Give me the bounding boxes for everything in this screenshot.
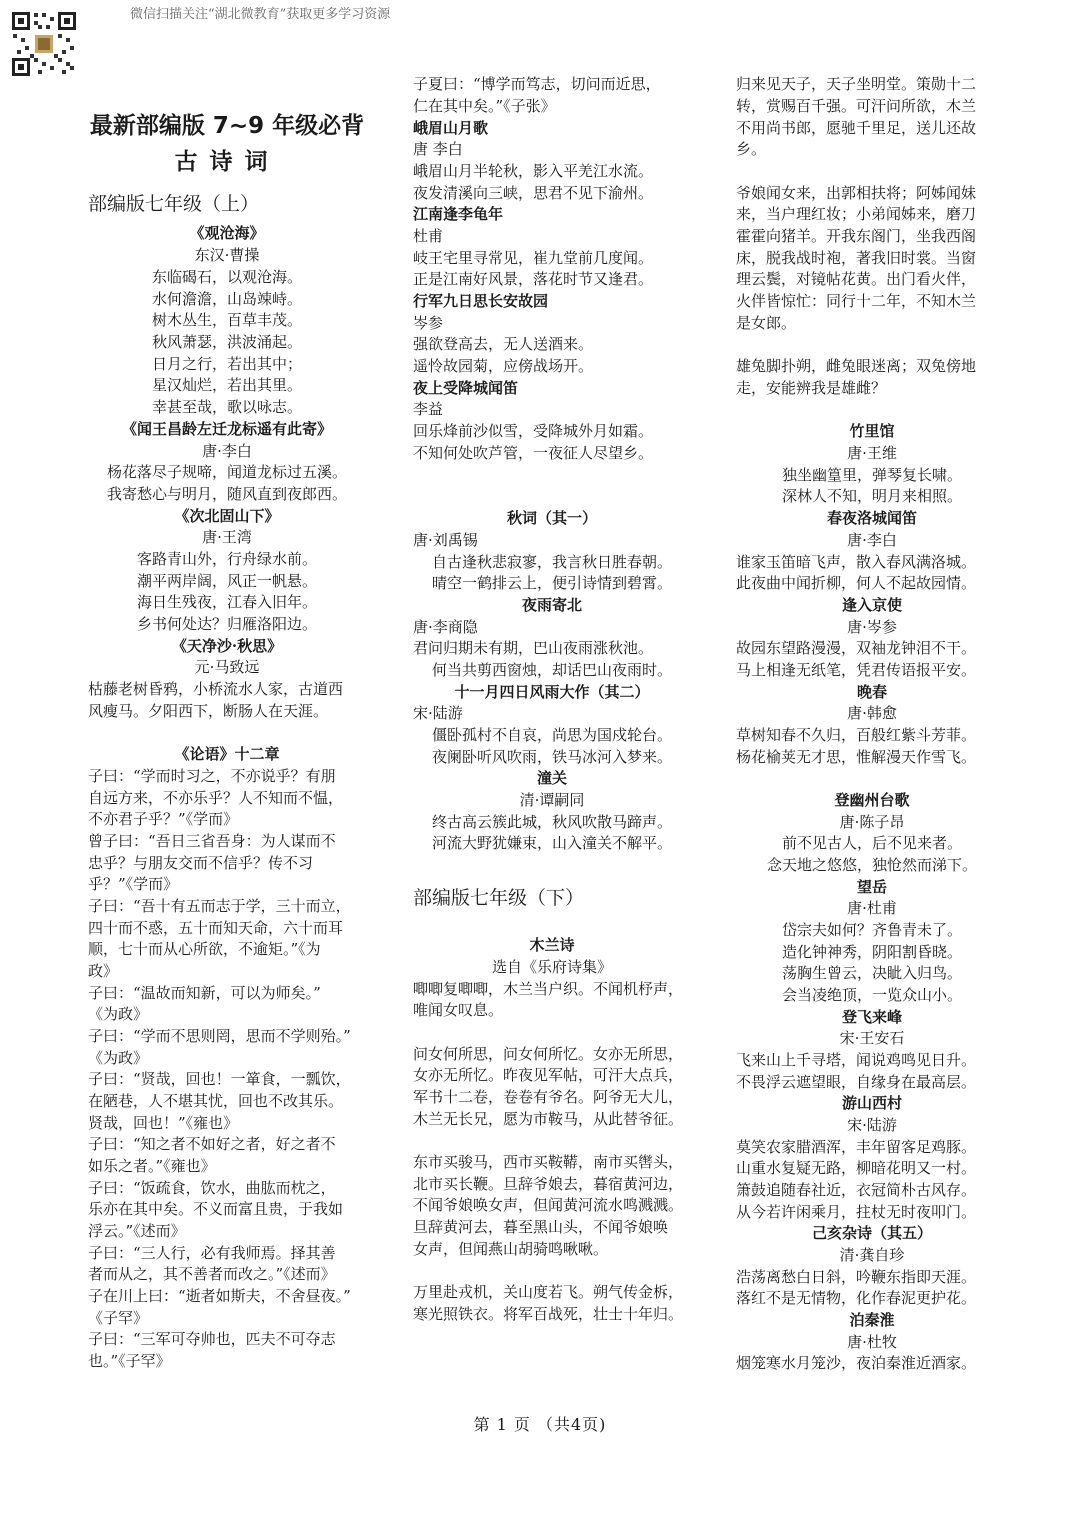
text-line: 浩荡离愁白日斜，吟鞭东指即天涯。 — [736, 1268, 977, 1286]
text-line: 杨花落尽子规啼，闻道龙标过五溪。 — [106, 463, 347, 481]
text-line: 烟笼寒水月笼沙，夜泊秦淮近酒家。 — [736, 1354, 977, 1372]
text-line: 不知何处吹芦管，一夜征人尽望乡。 — [413, 444, 654, 462]
text-line: 选自《乐府诗集》 — [491, 958, 612, 976]
text-line: 强欲登高去，无人送酒来。 — [413, 335, 594, 353]
text-line: 莫笑农家腊酒浑，丰年留客足鸡豚。 — [736, 1138, 977, 1156]
text-line: 岱宗夫如何？齐鲁青未了。 — [781, 921, 962, 939]
text-line: 夜阑卧听风吹雨，铁马冰河入梦来。 — [431, 748, 672, 766]
text-line: 雄兔脚扑朔，雌兔眼迷离；双兔傍地 — [736, 357, 977, 375]
text-line: 秋词（其一） — [506, 509, 597, 527]
text-line: 峨眉山月半轮秋，影入平羌江水流。 — [413, 162, 654, 180]
text-line: 贤哉，回也！”《雍也》 — [88, 1114, 239, 1132]
document-title: 最新部编版 7~9 年级必背 — [89, 113, 365, 139]
header-note: 微信扫描关注“湖北微教育”获取更多学习资源 — [130, 7, 391, 22]
text-line: 潮平两岸阔，风正一帆悬。 — [136, 572, 317, 590]
text-line: 唐·刘禹锡 — [413, 531, 478, 549]
section-heading-grade7-up: 部编版七年级（上） — [88, 193, 260, 215]
text-line: 江南逢李龟年 — [413, 205, 504, 223]
text-line: 转，赏赐百千强。可汗问所欲，木兰 — [736, 97, 977, 115]
text-line: 造化钟神秀，阴阳割昏晓。 — [781, 943, 962, 961]
text-line: 唐·王湾 — [202, 528, 252, 546]
text-line: 宋·陆游 — [847, 1116, 897, 1134]
text-line: 深林人不知，明月来相照。 — [781, 487, 962, 505]
text-line: 君问归期未有期，巴山夜雨涨秋池。 — [413, 639, 654, 657]
text-line: 归来见天子，天子坐明堂。策勋十二 — [736, 75, 977, 93]
text-line: 海日生残夜，江春入旧年。 — [136, 593, 317, 611]
text-line: 潼关 — [536, 769, 567, 787]
text-line: 宋·王安石 — [839, 1029, 905, 1047]
text-line: 行军九日思长安故园 — [413, 292, 549, 310]
text-line: 火伴皆惊忙：同行十二年，不知木兰 — [736, 292, 977, 310]
text-line: 何当共剪西窗烛，却话巴山夜雨时。 — [431, 661, 672, 679]
text-line: 李益 — [413, 400, 444, 418]
text-line: 东临碣石，以观沧海。 — [151, 268, 302, 286]
text-line: 杨花榆荚无才思，惟解漫天作雪飞。 — [736, 748, 977, 766]
text-line: 者而从之，其不善者而改之。”《述而》 — [88, 1265, 336, 1283]
text-line: 十一月四日风雨大作（其二） — [454, 683, 650, 701]
text-line: 己亥杂诗（其五） — [811, 1224, 932, 1242]
text-line: 唐·杜甫 — [847, 899, 897, 917]
text-line: 岐王宅里寻常见，崔九堂前几度闻。 — [413, 249, 654, 267]
text-line: 峨眉山月歌 — [413, 119, 489, 137]
text-line: 荡胸生曾云，决眦入归鸟。 — [781, 964, 962, 982]
text-line: 山重水复疑无路，柳暗花明又一村。 — [736, 1159, 977, 1177]
text-line: 床，脱我战时袍，著我旧时裳。当窗 — [736, 249, 977, 267]
text-line: 乎？”《学而》 — [88, 875, 179, 893]
text-line: 落红不是无情物，化作春泥更护花。 — [736, 1289, 977, 1307]
text-line: 唐·岑参 — [847, 618, 897, 636]
text-line: 仁在其中矣。”《子张》 — [413, 97, 556, 115]
text-line: 子曰：“贤哉，回也！一箪食，一瓢饮， — [88, 1070, 351, 1088]
text-line: 唐·李白 — [202, 442, 252, 460]
text-line: 枯藤老树昏鸦，小桥流水人家，古道西 — [88, 680, 344, 698]
text-line: 万里赴戎机，关山度若飞。朔气传金柝， — [413, 1283, 684, 1301]
text-line: 清·谭嗣同 — [519, 791, 585, 809]
text-line: 《观沧海》 — [189, 224, 265, 242]
text-line: 《为政》 — [88, 1005, 149, 1023]
text-line: 草树知春不久归，百般红紫斗芳菲。 — [736, 726, 977, 744]
text-line: 四十而不惑，五十而知天命，六十而耳 — [88, 919, 344, 937]
text-line: 理云鬓，对镜帖花黄。出门看火伴， — [736, 270, 977, 288]
text-line: 谁家玉笛暗飞声，散入春风满洛城。 — [736, 553, 977, 571]
text-line: 杜甫 — [413, 227, 444, 245]
text-line: 浮云。”《述而》 — [88, 1222, 186, 1240]
text-line: 泊秦淮 — [849, 1311, 895, 1329]
text-line: 清·龚自珍 — [839, 1246, 905, 1264]
text-line: 曾子曰：“吾日三省吾身：为人谋而不 — [88, 832, 336, 850]
text-line: 不用尚书郎，愿驰千里足，送儿还故 — [736, 119, 977, 137]
qr-code-image — [11, 11, 77, 77]
text-line: 箫鼓追随春社近，衣冠简朴古风存。 — [736, 1181, 977, 1199]
text-line: 此夜曲中闻折柳，何人不起故园情。 — [736, 574, 977, 592]
text-line: 木兰诗 — [529, 936, 575, 954]
text-line: 东汉·曹操 — [194, 246, 260, 264]
text-line: 子曰：“吾十有五而志于学，三十而立， — [88, 897, 351, 915]
text-line: 星汉灿烂，若出其里。 — [151, 376, 302, 394]
text-line: 我寄愁心与明月，随风直到夜郎西。 — [106, 485, 347, 503]
text-line: 终古高云簇此城，秋风吹散马蹄声。 — [431, 813, 672, 831]
text-line: 子曰：“知之者不如好之者，好之者不 — [88, 1135, 336, 1153]
text-line: 《论语》十二章 — [174, 745, 280, 763]
text-line: 乡。 — [736, 140, 767, 158]
text-line: 政》 — [88, 962, 119, 980]
text-line: 走，安能辨我是雄雌？ — [736, 379, 887, 397]
text-line: 在陋巷，人不堪其忧，回也不改其乐。 — [88, 1092, 344, 1110]
text-line: 遥怜故园菊，应傍战场开。 — [413, 357, 594, 375]
text-line: 登飞来峰 — [841, 1008, 902, 1026]
text-line: 会当凌绝顶，一览众山小。 — [781, 986, 962, 1004]
text-line: 子曰：“学而不思则罔，思而不学则殆。” — [88, 1027, 351, 1045]
text-line: 如乐之者。”《雍也》 — [88, 1157, 216, 1175]
text-line: 马上相逢无纸笔，凭君传语报平安。 — [736, 661, 977, 679]
text-line: 飞来山上千寻塔，闻说鸡鸣见日升。 — [736, 1051, 977, 1069]
text-line: 唐·韩愈 — [847, 704, 897, 722]
text-line: 夜发清溪向三峡，思君不见下渝州。 — [413, 184, 654, 202]
text-line: 来，当户理红妆；小弟闻姊来，磨刀 — [736, 205, 977, 223]
text-line: 岑参 — [413, 314, 444, 332]
text-line: 问女何所思，问女何所忆。女亦无所思， — [413, 1045, 684, 1063]
text-line: 树木丛生，百草丰茂。 — [151, 311, 302, 329]
text-line: 夜上受降城闻笛 — [413, 379, 519, 397]
text-line: 唐·李白 — [847, 531, 897, 549]
text-line: 乡书何处达？归雁洛阳边。 — [136, 615, 317, 633]
text-line: 木兰无长兄，愿为市鞍马，从此替爷征。 — [413, 1110, 684, 1128]
text-line: 子曰：“饭疏食，饮水，曲肱而枕之， — [88, 1179, 336, 1197]
text-line: 《子罕》 — [88, 1309, 149, 1327]
document-subtitle: 古诗词 — [174, 149, 280, 175]
text-line: 幸甚至哉，歌以咏志。 — [151, 398, 302, 416]
text-line: 《次北固山下》 — [174, 507, 280, 525]
text-line: 《天净沙·秋思》 — [171, 637, 283, 655]
text-line: 僵卧孤村不自哀，尚思为国戍轮台。 — [431, 726, 672, 744]
text-line: 是女郎。 — [736, 314, 797, 332]
text-line: 唐·杜牧 — [847, 1333, 897, 1351]
text-line: 宋·陆游 — [413, 704, 463, 722]
text-line: 不亦君子乎？”《学而》 — [88, 810, 239, 828]
text-line: 子曰：“三军可夺帅也，匹夫不可夺志 — [88, 1330, 336, 1348]
text-line: 爷娘闻女来，出郭相扶将；阿姊闻妹 — [736, 184, 977, 202]
text-line: 晚春 — [856, 683, 887, 701]
text-line: 自古逢秋悲寂寥，我言秋日胜春朝。 — [431, 553, 672, 571]
text-line: 望岳 — [856, 878, 887, 896]
text-line: 北市买长鞭。旦辞爷娘去，暮宿黄河边， — [413, 1175, 684, 1193]
text-line: 也。”《子罕》 — [88, 1352, 171, 1370]
text-line: 子曰：“学而时习之，不亦说乎？有朋 — [88, 767, 336, 785]
text-line: 子在川上曰：“逝者如斯夫，不舍昼夜。” — [88, 1287, 351, 1305]
page-footer: 第 1 页 （共4页) — [473, 1415, 607, 1434]
text-line: 登幽州台歌 — [834, 791, 910, 809]
text-line: 游山西村 — [841, 1094, 902, 1112]
text-line: 《闻王昌龄左迁龙标遥有此寄》 — [121, 420, 332, 438]
text-line: 晴空一鹤排云上，便引诗情到碧霄。 — [431, 574, 672, 592]
text-line: 寒光照铁衣。将军百战死，壮士十年归。 — [413, 1305, 684, 1323]
text-line: 回乐烽前沙似雪，受降城外月如霜。 — [413, 422, 654, 440]
text-line: 正是江南好风景，落花时节又逢君。 — [413, 270, 654, 288]
text-line: 从今若许闲乘月，拄杖无时夜叩门。 — [736, 1203, 977, 1221]
text-line: 《为政》 — [88, 1049, 149, 1067]
text-line: 水何澹澹，山岛竦峙。 — [151, 290, 302, 308]
text-line: 霍霍向猪羊。开我东阁门，坐我西阁 — [736, 227, 977, 245]
text-line: 不畏浮云遮望眼，自缘身在最高层。 — [736, 1073, 977, 1091]
text-line: 秋风萧瑟，洪波涌起。 — [151, 333, 302, 351]
text-line: 唐·王维 — [847, 444, 897, 462]
text-line: 女亦无所忆。昨夜见军帖，可汗大点兵， — [413, 1066, 684, 1084]
text-line: 独坐幽篁里，弹琴复长啸。 — [781, 466, 962, 484]
text-line: 日月之行，若出其中； — [151, 355, 302, 373]
text-line: 竹里馆 — [849, 422, 895, 440]
text-line: 夜雨寄北 — [521, 596, 582, 614]
text-line: 子曰：“三人行，必有我师焉。择其善 — [88, 1244, 336, 1262]
text-line: 唐·陈子昂 — [839, 813, 905, 831]
text-line: 春夜洛城闻笛 — [826, 509, 917, 527]
text-line: 乐亦在其中矣。不义而富且贵，于我如 — [88, 1200, 344, 1218]
text-line: 忠乎？与朋友交而不信乎？传不习 — [88, 854, 314, 872]
text-line: 唧唧复唧唧，木兰当户织。不闻机杼声， — [413, 980, 684, 998]
text-line: 唐 李白 — [413, 140, 463, 158]
text-line: 逢入京使 — [841, 596, 902, 614]
text-line: 自远方来，不亦乐乎？人不知而不愠， — [88, 789, 344, 807]
text-line: 唯闻女叹息。 — [413, 1001, 504, 1019]
text-line: 故园东望路漫漫，双袖龙钟泪不干。 — [736, 639, 977, 657]
text-line: 子曰：“温故而知新，可以为师矣。” — [88, 984, 321, 1002]
text-line: 念天地之悠悠，独怆然而涕下。 — [766, 856, 977, 874]
text-line: 不闻爷娘唤女声，但闻黄河流水鸣溅溅。 — [413, 1196, 684, 1214]
text-line: 东市买骏马，西市买鞍鞯，南市买辔头， — [413, 1153, 684, 1171]
section-heading-grade7-down: 部编版七年级（下） — [413, 887, 585, 909]
text-line: 旦辞黄河去，暮至黑山头，不闻爷娘唤 — [413, 1218, 669, 1236]
text-line: 元·马致远 — [194, 658, 260, 676]
text-line: 风瘦马。夕阳西下，断肠人在天涯。 — [88, 702, 329, 720]
text-line: 子夏曰：“博学而笃志，切问而近思， — [413, 75, 661, 93]
text-line: 客路青山外，行舟绿水前。 — [136, 550, 317, 568]
text-line: 前不见古人，后不见来者。 — [781, 834, 962, 852]
text-line: 唐·李商隐 — [413, 618, 478, 636]
text-line: 军书十二卷，卷卷有爷名。阿爷无大儿， — [413, 1088, 684, 1106]
text-line: 女声，但闻燕山胡骑鸣啾啾。 — [413, 1240, 609, 1258]
text-line: 河流大野犹嫌束，山入潼关不解平。 — [431, 834, 672, 852]
text-line: 顺，七十而从心所欲，不逾矩。”《为 — [88, 940, 321, 958]
